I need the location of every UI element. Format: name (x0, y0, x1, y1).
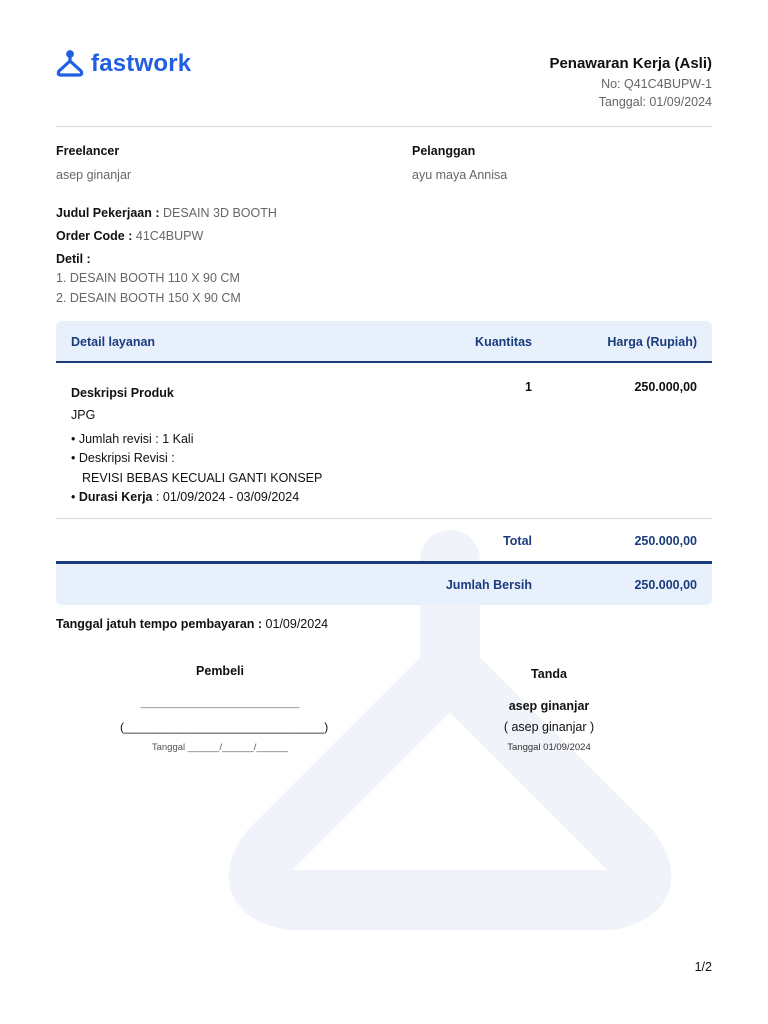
item-format: JPG (71, 408, 96, 422)
freelancer-label: Freelancer (56, 144, 120, 158)
seller-label: Tanda (531, 667, 567, 681)
net-total-value: 250.000,00 (634, 578, 697, 592)
document-number: No: Q41C4BUPW-1 (601, 77, 712, 91)
page-number: 1/2 (694, 960, 712, 974)
buyer-date-blank: Tanggal ______/______/______ (151, 742, 289, 753)
customer-name: ayu maya Annisa (412, 168, 508, 182)
due-date-row (56, 617, 328, 631)
net-total-label: Jumlah Bersih (445, 578, 532, 592)
item-price: 250.000,00 (634, 380, 697, 394)
due-date-value: 01/09/2024 (262, 617, 329, 631)
order-code-value: 41C4BUPW (135, 229, 204, 243)
item-revision-desc-value: REVISI BEBAS KECUALI GANTI KONSEP (82, 471, 323, 485)
detail-item: 1. DESAIN BOOTH 110 X 90 CM (56, 271, 240, 285)
buyer-label: Pembeli (196, 664, 244, 678)
column-header-quantity: Kuantitas (475, 335, 532, 349)
column-header-service: Detail layanan (71, 335, 156, 349)
item-name: Deskripsi Produk (71, 386, 174, 400)
seller-name: asep ginanjar (508, 699, 590, 713)
duration-bullet: • (71, 490, 79, 504)
item-revision-count: • Jumlah revisi : 1 Kali (71, 432, 194, 446)
buyer-signature-line: ______________________________ (140, 698, 300, 709)
item-duration (71, 490, 299, 504)
fastwork-logo-icon (55, 50, 85, 78)
item-revision-desc-label: • Deskripsi Revisi : (71, 451, 175, 465)
net-total-row (56, 561, 712, 605)
fastwork-logo (55, 50, 191, 78)
item-quantity: 1 (525, 380, 532, 394)
header-divider (56, 126, 712, 127)
duration-label: Durasi Kerja (78, 490, 153, 504)
order-code-label: Order Code : (56, 229, 133, 243)
detail-item: 2. DESAIN BOOTH 150 X 90 CM (56, 291, 241, 305)
item-divider (56, 518, 712, 519)
customer-label: Pelanggan (412, 144, 476, 158)
total-value: 250.000,00 (634, 534, 697, 548)
job-title-value: DESAIN 3D BOOTH (163, 206, 277, 220)
total-label: Total (503, 534, 532, 548)
seller-date: Tanggal 01/09/2024 (507, 742, 591, 753)
seller-name-paren: ( asep ginanjar ) (503, 720, 595, 734)
table-header (56, 321, 712, 363)
due-date-label: Tanggal jatuh tempo pembayaran : (56, 617, 263, 631)
column-header-price: Harga (Rupiah) (607, 335, 697, 349)
buyer-name-blank: (______________________________) (120, 720, 329, 734)
order-code-row (56, 229, 203, 243)
freelancer-name: asep ginanjar (56, 168, 132, 182)
detail-label: Detil : (56, 252, 91, 266)
brand-name: fastwork (91, 50, 192, 77)
document-title: Penawaran Kerja (Asli) (549, 55, 712, 72)
duration-value: : 01/09/2024 - 03/09/2024 (152, 490, 300, 504)
job-title-row (56, 206, 277, 220)
document-date: Tanggal: 01/09/2024 (598, 95, 712, 109)
job-title-label: Judul Pekerjaan : (56, 206, 160, 220)
